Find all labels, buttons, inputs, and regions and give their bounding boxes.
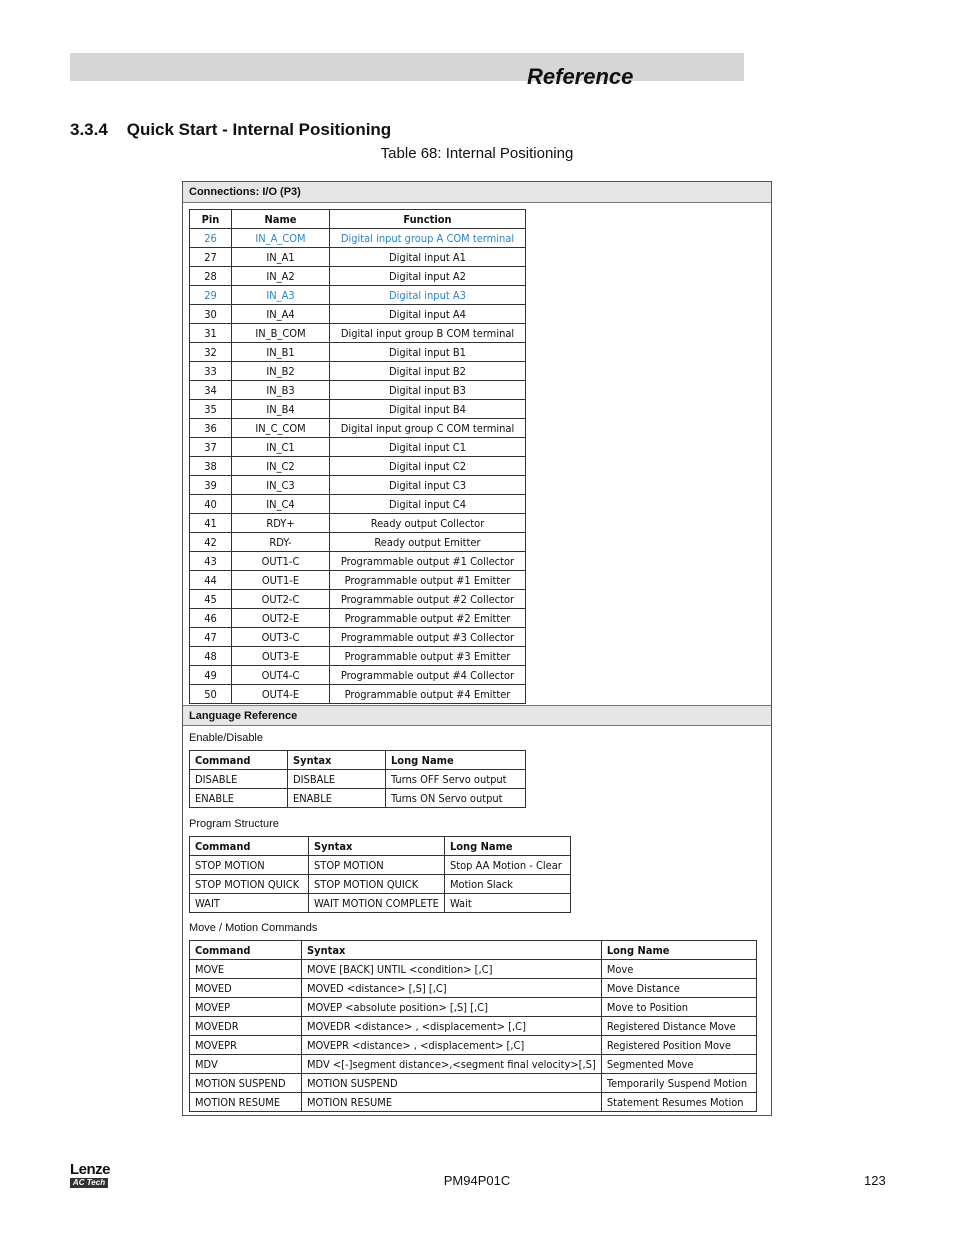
pin-row	[190, 267, 526, 286]
move-commands-table	[189, 940, 757, 1112]
pin-cell-pin: 34	[190, 381, 232, 400]
pin-cell-function: Digital input A3	[330, 286, 526, 305]
pin-cell-function: Digital input group C COM terminal	[330, 419, 526, 438]
cell-syntax: MDV <[-]segment distance>,<segment final velocity>[,S]	[302, 1055, 602, 1074]
pin-cell-function: Programmable output #1 Emitter	[330, 571, 526, 590]
pin-cell-function: Digital input C1	[330, 438, 526, 457]
cell-long-name: Move	[601, 960, 756, 979]
cell-syntax: ENABLE	[288, 789, 386, 808]
pin-row	[190, 590, 526, 609]
pin-cell-function: Digital input group A COM terminal	[330, 229, 526, 248]
pin-cell-name: IN_C1	[232, 438, 330, 457]
pin-cell-pin: 41	[190, 514, 232, 533]
cell-long-name: Move Distance	[601, 979, 756, 998]
cell-command: STOP MOTION	[190, 856, 309, 875]
cell-command: STOP MOTION QUICK	[190, 875, 309, 894]
pin-cell-name: IN_A_COM	[232, 229, 330, 248]
pin-cell-name: IN_A2	[232, 267, 330, 286]
enable-disable-label: Enable/Disable	[189, 732, 263, 744]
cell-command: ENABLE	[190, 789, 288, 808]
move-commands-label: Move / Motion Commands	[189, 922, 318, 934]
pin-cell-function: Programmable output #4 Collector	[330, 666, 526, 685]
command-row	[190, 1017, 757, 1036]
table-caption: Table 68: Internal Positioning	[380, 145, 574, 162]
pin-cell-name: OUT2-E	[232, 609, 330, 628]
pin-cell-function: Programmable output #3 Collector	[330, 628, 526, 647]
cell-long-name: Move to Position	[601, 998, 756, 1017]
cell-syntax: STOP MOTION	[309, 856, 445, 875]
cell-long-name: Turns ON Servo output	[386, 789, 526, 808]
cell-long-name: Registered Position Move	[601, 1036, 756, 1055]
pin-row	[190, 362, 526, 381]
pin-cell-pin: 43	[190, 552, 232, 571]
command-row	[190, 979, 757, 998]
move-commands-header	[190, 941, 757, 960]
pin-row	[190, 609, 526, 628]
col-header-syntax: Syntax	[302, 941, 602, 960]
pin-row	[190, 457, 526, 476]
pin-table-header	[190, 210, 526, 229]
cell-command: MOVED	[190, 979, 302, 998]
pin-cell-pin: 47	[190, 628, 232, 647]
pin-row	[190, 476, 526, 495]
cell-long-name: Wait	[444, 894, 570, 913]
pin-cell-function: Digital input A1	[330, 248, 526, 267]
pin-cell-pin: 48	[190, 647, 232, 666]
pin-table	[189, 209, 526, 704]
internal-positioning-table	[182, 181, 772, 1116]
pin-cell-name: OUT3-C	[232, 628, 330, 647]
pin-cell-pin: 42	[190, 533, 232, 552]
pin-row	[190, 533, 526, 552]
cell-long-name: Stop AA Motion - Clear	[444, 856, 570, 875]
pin-row	[190, 571, 526, 590]
pin-cell-function: Programmable output #2 Emitter	[330, 609, 526, 628]
pin-cell-name: RDY+	[232, 514, 330, 533]
pin-cell-pin: 32	[190, 343, 232, 362]
pin-row	[190, 286, 526, 305]
pin-cell-name: IN_A3	[232, 286, 330, 305]
col-header-command: Command	[190, 751, 288, 770]
program-structure-label: Program Structure	[189, 818, 279, 830]
col-header-command: Command	[190, 837, 309, 856]
pin-cell-name: OUT3-E	[232, 647, 330, 666]
col-header-name: Name	[232, 210, 330, 229]
cell-long-name: Statement Resumes Motion	[601, 1093, 756, 1112]
pin-row	[190, 381, 526, 400]
logo-tagline: AC Tech	[70, 1178, 108, 1188]
pin-cell-function: Digital input B3	[330, 381, 526, 400]
enable-disable-table	[189, 750, 526, 808]
pin-cell-pin: 36	[190, 419, 232, 438]
command-row	[190, 1074, 757, 1093]
cell-long-name: Registered Distance Move	[601, 1017, 756, 1036]
pin-table-body	[190, 229, 526, 704]
pin-cell-function: Digital input C2	[330, 457, 526, 476]
cell-syntax: STOP MOTION QUICK	[309, 875, 445, 894]
cell-syntax: MOTION SUSPEND	[302, 1074, 602, 1093]
pin-row	[190, 343, 526, 362]
cell-syntax: MOTION RESUME	[302, 1093, 602, 1112]
pin-cell-function: Digital input A2	[330, 267, 526, 286]
pin-cell-name: RDY-	[232, 533, 330, 552]
cell-syntax: MOVED <distance> [,S] [,C]	[302, 979, 602, 998]
pin-row	[190, 419, 526, 438]
col-header-pin: Pin	[190, 210, 232, 229]
command-row	[190, 1055, 757, 1074]
pin-row	[190, 305, 526, 324]
language-band: Language Reference	[183, 705, 771, 726]
connections-band: Connections: I/O (P3)	[183, 182, 771, 203]
pin-cell-function: Digital input B2	[330, 362, 526, 381]
pin-cell-pin: 46	[190, 609, 232, 628]
col-header-command: Command	[190, 941, 302, 960]
col-header-syntax: Syntax	[309, 837, 445, 856]
pin-cell-function: Programmable output #3 Emitter	[330, 647, 526, 666]
cell-syntax: MOVEP <absolute position> [,S] [,C]	[302, 998, 602, 1017]
section-heading	[70, 120, 391, 140]
col-header-long-name: Long Name	[444, 837, 570, 856]
page-number: 123	[864, 1173, 886, 1188]
pin-cell-pin: 40	[190, 495, 232, 514]
cell-long-name: Temporarily Suspend Motion	[601, 1074, 756, 1093]
cell-command: MDV	[190, 1055, 302, 1074]
pin-cell-name: IN_A1	[232, 248, 330, 267]
cell-command: MOTION SUSPEND	[190, 1074, 302, 1093]
pin-cell-name: IN_B_COM	[232, 324, 330, 343]
pin-cell-function: Digital input group B COM terminal	[330, 324, 526, 343]
cell-command: MOVEDR	[190, 1017, 302, 1036]
pin-cell-pin: 38	[190, 457, 232, 476]
move-commands-body	[190, 960, 757, 1112]
pin-row	[190, 324, 526, 343]
pin-row	[190, 666, 526, 685]
cell-command: MOTION RESUME	[190, 1093, 302, 1112]
pin-row	[190, 229, 526, 248]
cell-syntax: WAIT MOTION COMPLETE	[309, 894, 445, 913]
pin-cell-name: IN_C4	[232, 495, 330, 514]
pin-cell-pin: 49	[190, 666, 232, 685]
enable-disable-body	[190, 770, 526, 808]
pin-cell-name: IN_C3	[232, 476, 330, 495]
cell-long-name: Motion Slack	[444, 875, 570, 894]
cell-command: MOVEPR	[190, 1036, 302, 1055]
pin-row	[190, 514, 526, 533]
col-header-long-name: Long Name	[386, 751, 526, 770]
pin-cell-pin: 30	[190, 305, 232, 324]
enable-disable-header	[190, 751, 526, 770]
pin-cell-function: Digital input C4	[330, 495, 526, 514]
command-row	[190, 1036, 757, 1055]
pin-cell-name: IN_C2	[232, 457, 330, 476]
command-row	[190, 770, 526, 789]
pin-cell-name: IN_B4	[232, 400, 330, 419]
pin-cell-name: OUT4-E	[232, 685, 330, 704]
pin-cell-pin: 44	[190, 571, 232, 590]
program-structure-header	[190, 837, 571, 856]
pin-cell-pin: 31	[190, 324, 232, 343]
command-row	[190, 875, 571, 894]
pin-cell-name: IN_B3	[232, 381, 330, 400]
pin-row	[190, 438, 526, 457]
program-structure-body	[190, 856, 571, 913]
command-row	[190, 1093, 757, 1112]
pin-row	[190, 495, 526, 514]
pin-cell-pin: 26	[190, 229, 232, 248]
cell-command: MOVE	[190, 960, 302, 979]
pin-row	[190, 647, 526, 666]
document-code: PM94P01C	[443, 1173, 511, 1188]
pin-cell-name: OUT2-C	[232, 590, 330, 609]
pin-row	[190, 248, 526, 267]
cell-long-name: Segmented Move	[601, 1055, 756, 1074]
pin-cell-function: Digital input A4	[330, 305, 526, 324]
pin-cell-function: Programmable output #1 Collector	[330, 552, 526, 571]
pin-cell-function: Digital input B4	[330, 400, 526, 419]
col-header-syntax: Syntax	[288, 751, 386, 770]
command-row	[190, 894, 571, 913]
cell-syntax: MOVEDR <distance> , <displacement> [,C]	[302, 1017, 602, 1036]
pin-row	[190, 628, 526, 647]
pin-cell-function: Digital input C3	[330, 476, 526, 495]
program-structure-table	[189, 836, 571, 913]
pin-row	[190, 552, 526, 571]
logo-wordmark: Lenze	[70, 1161, 111, 1178]
pin-cell-pin: 29	[190, 286, 232, 305]
pin-cell-pin: 33	[190, 362, 232, 381]
pin-cell-name: OUT1-C	[232, 552, 330, 571]
pin-cell-name: IN_B2	[232, 362, 330, 381]
command-row	[190, 960, 757, 979]
page-header-title: Reference	[527, 64, 634, 89]
pin-cell-function: Ready output Collector	[330, 514, 526, 533]
pin-cell-pin: 28	[190, 267, 232, 286]
pin-cell-name: OUT1-E	[232, 571, 330, 590]
cell-command: MOVEP	[190, 998, 302, 1017]
pin-cell-pin: 37	[190, 438, 232, 457]
pin-cell-pin: 45	[190, 590, 232, 609]
pin-cell-name: IN_B1	[232, 343, 330, 362]
pin-cell-name: OUT4-C	[232, 666, 330, 685]
cell-syntax: DISBALE	[288, 770, 386, 789]
section-number: 3.3.4	[70, 120, 108, 139]
pin-cell-function: Digital input B1	[330, 343, 526, 362]
pin-cell-name: IN_C_COM	[232, 419, 330, 438]
section-title: Quick Start - Internal Positioning	[126, 120, 392, 139]
cell-syntax: MOVEPR <distance> , <displacement> [,C]	[302, 1036, 602, 1055]
pin-row	[190, 685, 526, 704]
pin-cell-name: IN_A4	[232, 305, 330, 324]
pin-row	[190, 400, 526, 419]
pin-cell-pin: 27	[190, 248, 232, 267]
cell-command: DISABLE	[190, 770, 288, 789]
command-row	[190, 856, 571, 875]
pin-cell-pin: 50	[190, 685, 232, 704]
pin-cell-function: Programmable output #4 Emitter	[330, 685, 526, 704]
cell-command: WAIT	[190, 894, 309, 913]
header-bar	[70, 53, 744, 81]
col-header-function: Function	[330, 210, 526, 229]
col-header-long-name: Long Name	[601, 941, 756, 960]
command-row	[190, 789, 526, 808]
cell-syntax: MOVE [BACK] UNTIL <condition> [,C]	[302, 960, 602, 979]
cell-long-name: Turns OFF Servo output	[386, 770, 526, 789]
command-row	[190, 998, 757, 1017]
pin-cell-function: Programmable output #2 Collector	[330, 590, 526, 609]
pin-cell-function: Ready output Emitter	[330, 533, 526, 552]
pin-cell-pin: 39	[190, 476, 232, 495]
pin-cell-pin: 35	[190, 400, 232, 419]
